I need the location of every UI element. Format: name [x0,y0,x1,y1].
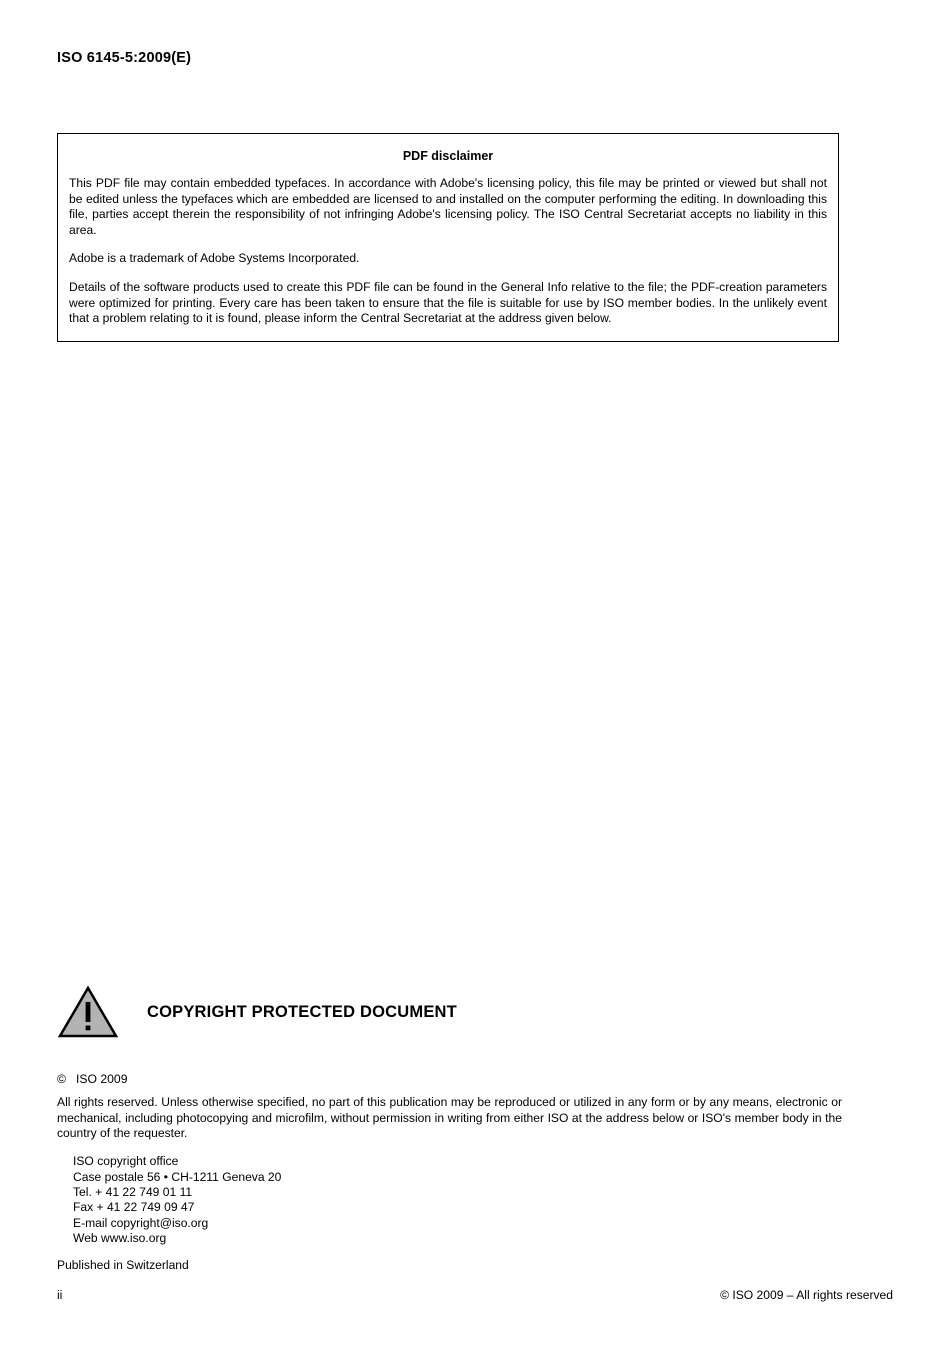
footer-page-number: ii [57,1288,63,1302]
pdf-disclaimer-paragraph-2: Adobe is a trademark of Adobe Systems Incorporated. [69,251,360,266]
warning-triangle-icon [57,985,119,1039]
all-rights-reserved-text: All rights reserved. Unless otherwise specified, no part of this publication may be reproduced or utilized in any form or by any means, electronic or mechanical, including photocopying and microfilm, without permission in writing from either ISO at the address below or ISO's member body in the country of the requester. [57,1095,842,1141]
pdf-disclaimer-title: PDF disclaimer [402,149,494,163]
contact-line-office: ISO copyright office [73,1154,179,1169]
copyright-symbol: © [57,1072,66,1086]
footer-rights: © ISO 2009 – All rights reserved [720,1288,893,1302]
pdf-disclaimer-box [57,133,839,342]
contact-line-fax: Fax + 41 22 749 09 47 [73,1200,195,1215]
copyright-owner-line [57,1072,842,1086]
iso-copyright-office-contact [73,1154,842,1246]
contact-line-address: Case postale 56 • CH-1211 Geneva 20 [73,1169,282,1184]
page-footer [57,1288,893,1302]
document-header: ISO 6145-5:2009(E) [57,50,192,66]
contact-line-tel: Tel. + 41 22 749 01 11 [73,1184,193,1199]
copyright-title-row [57,985,842,1039]
copyright-protected-title: COPYRIGHT PROTECTED DOCUMENT [147,1002,457,1021]
pdf-disclaimer-paragraph-3: Details of the software products used to create this PDF file can be found in the General Info relative to the file; the PDF-creation parameters were optimized for printing. Every care has been taken to ensure that the file is suitable for use by ISO member bodies. In the unlikely event that a problem relating to it is found, please inform the Central Secretariat at the address given below. [69,279,827,326]
published-in-line: Published in Switzerland [57,1257,189,1272]
copyright-owner: ISO 2009 [75,1072,128,1086]
contact-line-web: Web www.iso.org [73,1231,167,1246]
copyright-block [57,985,842,1272]
contact-line-email: E-mail copyright@iso.org [73,1215,209,1230]
pdf-disclaimer-paragraph-1: This PDF file may contain embedded typefaces. In accordance with Adobe's licensing policy, this file may be printed or viewed but shall not be edited unless the typefaces which are embedded are licensed to and installed on the computer performing the editing. In downloading this file, parties accept therein the responsibility of not infringing Adobe's licensing policy. The ISO Central Secretariat accepts no liability in this area. [69,176,827,237]
